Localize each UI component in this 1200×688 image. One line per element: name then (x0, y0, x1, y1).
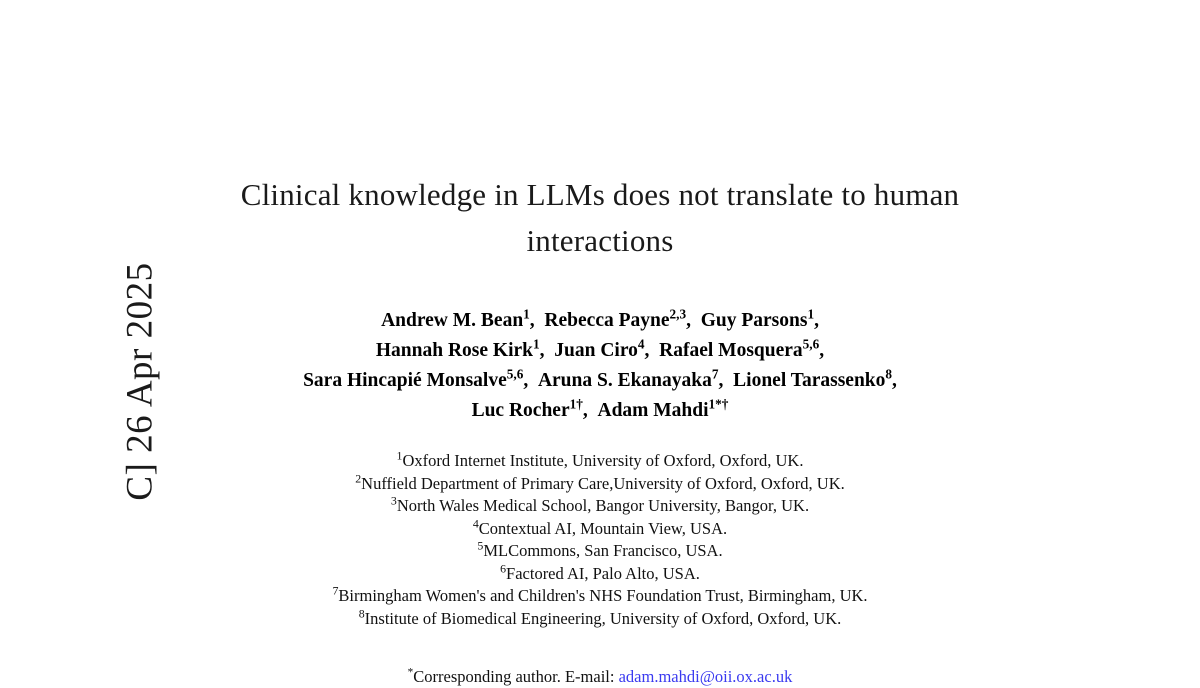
author-name: Adam Mahdi (597, 400, 709, 421)
author-line (230, 396, 970, 426)
author-name: Juan Ciro (554, 340, 638, 361)
author-affiliation-marker: 4 (637, 336, 645, 352)
affiliation-item (230, 518, 970, 541)
corresponding-author-note (230, 666, 970, 688)
affiliation-text: Institute of Biomedical Engineering, University of Oxford, Oxford, UK. (364, 608, 842, 628)
affiliation-marker: 3 (390, 493, 397, 508)
author-affiliation-marker: 2,3 (669, 306, 687, 322)
affiliation-marker: 5 (477, 538, 484, 553)
affiliation-marker: 8 (358, 606, 365, 620)
author-affiliation-marker: 5,6 (506, 366, 524, 382)
author-name: Rafael Mosquera (659, 340, 803, 361)
author-line (230, 306, 970, 336)
affiliation-item (230, 495, 970, 518)
paper-content (230, 0, 970, 688)
author-separator: , (686, 310, 701, 331)
affiliation-item (230, 540, 970, 563)
affiliation-text: Factored AI, Palo Alto, USA. (506, 563, 700, 583)
affiliation-marker: 4 (472, 516, 479, 530)
author-name: Andrew M. Bean (381, 310, 524, 331)
arxiv-stamp (0, 0, 161, 648)
affiliation-text: Nuffield Department of Primary Care,University of Oxford, Oxford, UK. (361, 473, 845, 493)
affiliation-item (230, 473, 970, 496)
author-line (230, 336, 970, 366)
author-name: Rebecca Payne (544, 310, 670, 331)
affiliation-marker: 6 (500, 561, 507, 575)
affiliation-item (230, 450, 970, 473)
affiliation-text: North Wales Medical School, Bangor University, Bangor, UK. (396, 496, 810, 515)
affiliation-text: MLCommons, San Francisco, USA. (483, 541, 723, 560)
author-separator: , (819, 340, 825, 361)
author-affiliation-marker: 1 (533, 336, 540, 352)
author-separator: , (523, 370, 538, 391)
author-affiliation-marker: 8 (885, 366, 893, 382)
author-name: Hannah Rose Kirk (375, 340, 534, 361)
author-name: Lionel Tarassenko (733, 370, 886, 391)
author-separator: , (539, 340, 555, 361)
author-separator: , (529, 310, 545, 331)
author-affiliation-marker: 7 (711, 366, 719, 382)
author-name: Sara Hincapié Monsalve (303, 370, 507, 391)
author-affiliation-marker: 5,6 (802, 336, 820, 352)
arxiv-stamp-text: C] 26 Apr 2025 (119, 262, 161, 501)
affiliation-list (230, 450, 970, 630)
author-affiliation-marker: 1*† (708, 396, 729, 412)
author-name: Luc Rocher (471, 400, 570, 421)
affiliation-item (230, 585, 970, 608)
author-separator: , (892, 370, 897, 391)
author-separator: , (718, 370, 734, 391)
corresponding-marker: * (407, 666, 414, 679)
author-affiliation-marker: 1† (569, 396, 583, 412)
affiliation-marker: 7 (332, 583, 339, 598)
author-affiliation-marker: 1 (807, 306, 815, 322)
author-separator: , (814, 310, 819, 331)
author-list (230, 306, 970, 426)
affiliation-text: Birmingham Women's and Children's NHS Foundation Trust, Birmingham, UK. (338, 586, 868, 605)
affiliation-text: Contextual AI, Mountain View, USA. (478, 518, 728, 538)
corresponding-text: Corresponding author. E-mail: (413, 667, 619, 686)
author-affiliation-marker: 1 (523, 306, 530, 322)
affiliation-item (230, 608, 970, 631)
corresponding-email-link[interactable]: adam.mahdi@oii.ox.ac.uk (618, 667, 793, 686)
author-separator: , (582, 400, 598, 421)
author-name: Aruna S. Ekanayaka (537, 370, 712, 391)
author-separator: , (644, 340, 660, 361)
author-name: Guy Parsons (700, 310, 808, 331)
page-title: Clinical knowledge in LLMs does not translate to human interactions (240, 177, 960, 258)
affiliation-marker: 1 (396, 448, 403, 463)
author-line (230, 366, 970, 396)
affiliation-item (230, 563, 970, 586)
affiliation-marker: 2 (355, 471, 362, 485)
affiliation-text: Oxford Internet Institute, University of Oxford, Oxford, UK. (402, 451, 804, 470)
